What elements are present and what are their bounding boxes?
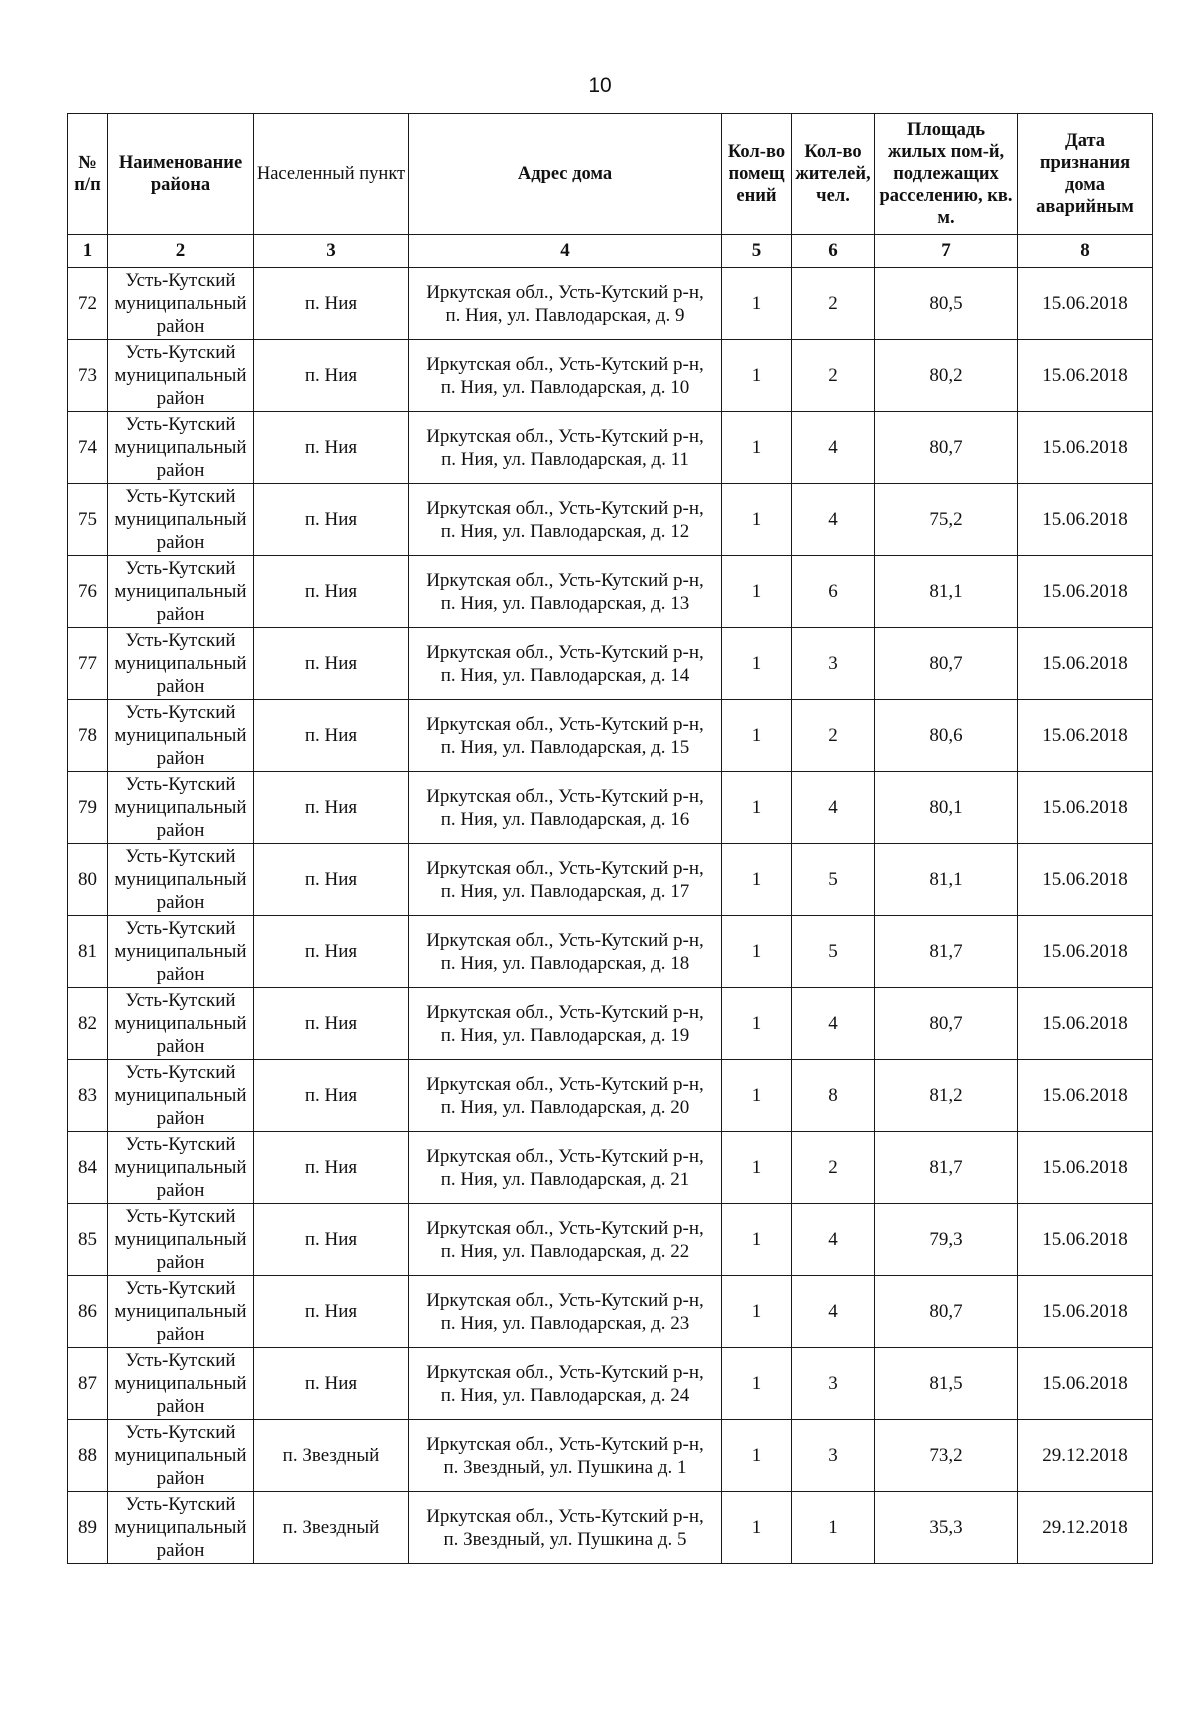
district-line: район	[156, 460, 205, 481]
cell-address	[409, 916, 722, 988]
address-line: Иркутская обл., Усть-Кутский р-н,	[426, 425, 704, 447]
cell-rooms: 1	[722, 1204, 792, 1276]
cell-address	[409, 484, 722, 556]
table-row	[68, 1420, 1153, 1492]
cell-residents: 4	[792, 1276, 875, 1348]
table-row	[68, 1204, 1153, 1276]
cell-rooms: 1	[722, 1348, 792, 1420]
cell-settlement: п. Ния	[254, 628, 409, 700]
cell-rooms: 1	[722, 484, 792, 556]
cell-date: 15.06.2018	[1018, 772, 1153, 844]
cell-area: 81,2	[875, 1060, 1018, 1132]
address-line: п. Ния, ул. Павлодарская, д. 24	[440, 1384, 690, 1406]
cell-district	[108, 1348, 254, 1420]
cell-address	[409, 1420, 722, 1492]
address-line: п. Звездный, ул. Пушкина д. 1	[443, 1456, 687, 1478]
district-line: Усть-Кутский	[125, 630, 236, 651]
cell-area: 80,7	[875, 988, 1018, 1060]
table-row	[68, 556, 1153, 628]
cell-area: 81,7	[875, 1132, 1018, 1204]
cell-area: 75,2	[875, 484, 1018, 556]
district-line: муниципальный	[114, 365, 247, 386]
cell-district	[108, 340, 254, 412]
cell-settlement: п. Ния	[254, 772, 409, 844]
table-row	[68, 772, 1153, 844]
cell-area: 80,1	[875, 772, 1018, 844]
district-line: район	[156, 820, 205, 841]
cell-index: 80	[68, 844, 108, 916]
cell-index: 76	[68, 556, 108, 628]
cell-residents: 2	[792, 1132, 875, 1204]
address-line: Иркутская обл., Усть-Кутский р-н,	[426, 1145, 704, 1167]
cell-residents: 2	[792, 268, 875, 340]
cell-residents: 4	[792, 988, 875, 1060]
cell-rooms: 1	[722, 1276, 792, 1348]
table-row	[68, 1276, 1153, 1348]
address-line: Иркутская обл., Усть-Кутский р-н,	[426, 857, 704, 879]
cell-index: 85	[68, 1204, 108, 1276]
cell-date: 15.06.2018	[1018, 988, 1153, 1060]
column-number-row	[68, 235, 1153, 268]
cell-index: 72	[68, 268, 108, 340]
cell-index: 74	[68, 412, 108, 484]
cell-index: 78	[68, 700, 108, 772]
district-line: район	[156, 964, 205, 985]
table-row	[68, 412, 1153, 484]
cell-residents: 4	[792, 484, 875, 556]
table-row	[68, 340, 1153, 412]
table-row	[68, 268, 1153, 340]
header-row	[68, 114, 1153, 235]
district-line: район	[156, 316, 205, 337]
district-line: район	[156, 1252, 205, 1273]
address-line: п. Ния, ул. Павлодарская, д. 22	[440, 1240, 690, 1262]
address-line: Иркутская обл., Усть-Кутский р-н,	[426, 641, 704, 663]
address-line: п. Ния, ул. Павлодарская, д. 14	[440, 664, 690, 686]
district-line: район	[156, 1468, 205, 1489]
cell-index: 87	[68, 1348, 108, 1420]
cell-rooms: 1	[722, 916, 792, 988]
table-row	[68, 1060, 1153, 1132]
cell-residents: 3	[792, 1420, 875, 1492]
cell-area: 81,5	[875, 1348, 1018, 1420]
cell-date: 29.12.2018	[1018, 1420, 1153, 1492]
address-line: Иркутская обл., Усть-Кутский р-н,	[426, 1289, 704, 1311]
header-address: Адрес дома	[409, 114, 722, 235]
address-line: Иркутская обл., Усть-Кутский р-н,	[426, 1217, 704, 1239]
address-line: п. Ния, ул. Павлодарская, д. 11	[441, 448, 689, 470]
cell-address	[409, 772, 722, 844]
cell-index: 77	[68, 628, 108, 700]
cell-district	[108, 1492, 254, 1564]
cell-area: 80,2	[875, 340, 1018, 412]
cell-district	[108, 844, 254, 916]
district-line: Усть-Кутский	[125, 486, 236, 507]
cell-index: 84	[68, 1132, 108, 1204]
cell-settlement: п. Ния	[254, 340, 409, 412]
cell-date: 15.06.2018	[1018, 916, 1153, 988]
cell-rooms: 1	[722, 1060, 792, 1132]
district-line: Усть-Кутский	[125, 1062, 236, 1083]
district-line: муниципальный	[114, 1373, 247, 1394]
cell-date: 15.06.2018	[1018, 556, 1153, 628]
table-row	[68, 1132, 1153, 1204]
district-line: район	[156, 676, 205, 697]
district-line: Усть-Кутский	[125, 1278, 236, 1299]
cell-address	[409, 412, 722, 484]
column-number: 8	[1018, 235, 1153, 268]
header-index: № п/п	[68, 114, 108, 235]
table-row	[68, 628, 1153, 700]
table-row	[68, 484, 1153, 556]
cell-settlement: п. Ния	[254, 1132, 409, 1204]
cell-area: 80,7	[875, 628, 1018, 700]
header-date: Дата признания дома аварийным	[1018, 114, 1153, 235]
cell-date: 15.06.2018	[1018, 1132, 1153, 1204]
district-line: район	[156, 1108, 205, 1129]
address-line: Иркутская обл., Усть-Кутский р-н,	[426, 1073, 704, 1095]
cell-district	[108, 556, 254, 628]
district-line: Усть-Кутский	[125, 1350, 236, 1371]
cell-residents: 5	[792, 916, 875, 988]
column-number: 3	[254, 235, 409, 268]
cell-index: 89	[68, 1492, 108, 1564]
district-line: Усть-Кутский	[125, 702, 236, 723]
cell-settlement: п. Ния	[254, 1276, 409, 1348]
district-line: муниципальный	[114, 1517, 247, 1538]
district-line: район	[156, 532, 205, 553]
district-line: Усть-Кутский	[125, 342, 236, 363]
address-line: п. Ния, ул. Павлодарская, д. 13	[440, 592, 690, 614]
district-line: муниципальный	[114, 797, 247, 818]
cell-date: 15.06.2018	[1018, 484, 1153, 556]
cell-date: 15.06.2018	[1018, 1276, 1153, 1348]
cell-area: 80,6	[875, 700, 1018, 772]
address-line: п. Ния, ул. Павлодарская, д. 17	[440, 880, 690, 902]
cell-date: 15.06.2018	[1018, 412, 1153, 484]
cell-rooms: 1	[722, 700, 792, 772]
column-number: 7	[875, 235, 1018, 268]
address-line: п. Ния, ул. Павлодарская, д. 19	[440, 1024, 690, 1046]
cell-address	[409, 1276, 722, 1348]
cell-residents: 3	[792, 628, 875, 700]
cell-residents: 4	[792, 772, 875, 844]
cell-residents: 4	[792, 412, 875, 484]
district-line: муниципальный	[114, 941, 247, 962]
cell-address	[409, 628, 722, 700]
cell-district	[108, 1132, 254, 1204]
table-body	[68, 268, 1153, 1564]
address-line: Иркутская обл., Усть-Кутский р-н,	[426, 1433, 704, 1455]
header-residents: Кол-во жителей, чел.	[792, 114, 875, 235]
address-line: п. Ния, ул. Павлодарская, д. 15	[440, 736, 690, 758]
address-line: п. Ния, ул. Павлодарская, д. 21	[440, 1168, 690, 1190]
cell-settlement: п. Ния	[254, 916, 409, 988]
cell-address	[409, 844, 722, 916]
emergency-housing-table	[67, 113, 1153, 1564]
address-line: Иркутская обл., Усть-Кутский р-н,	[426, 1001, 704, 1023]
address-line: п. Ния, ул. Павлодарская, д. 10	[440, 376, 690, 398]
cell-district	[108, 1060, 254, 1132]
district-line: Усть-Кутский	[125, 270, 236, 291]
cell-area: 81,7	[875, 916, 1018, 988]
address-line: п. Ния, ул. Павлодарская, д. 12	[440, 520, 690, 542]
cell-date: 15.06.2018	[1018, 268, 1153, 340]
cell-date: 15.06.2018	[1018, 1204, 1153, 1276]
cell-area: 73,2	[875, 1420, 1018, 1492]
cell-date: 15.06.2018	[1018, 1060, 1153, 1132]
address-line: п. Ния, ул. Павлодарская, д. 18	[440, 952, 690, 974]
district-line: муниципальный	[114, 725, 247, 746]
table-row	[68, 700, 1153, 772]
cell-index: 75	[68, 484, 108, 556]
cell-settlement: п. Ния	[254, 1204, 409, 1276]
district-line: муниципальный	[114, 1229, 247, 1250]
cell-address	[409, 556, 722, 628]
district-line: Усть-Кутский	[125, 990, 236, 1011]
cell-settlement: п. Ния	[254, 484, 409, 556]
header-settlement: Населенный пункт	[254, 114, 409, 235]
district-line: муниципальный	[114, 293, 247, 314]
cell-address	[409, 1132, 722, 1204]
cell-date: 29.12.2018	[1018, 1492, 1153, 1564]
cell-residents: 3	[792, 1348, 875, 1420]
cell-date: 15.06.2018	[1018, 628, 1153, 700]
cell-residents: 1	[792, 1492, 875, 1564]
cell-index: 79	[68, 772, 108, 844]
district-line: Усть-Кутский	[125, 1134, 236, 1155]
cell-residents: 2	[792, 700, 875, 772]
address-line: п. Ния, ул. Павлодарская, д. 9	[445, 304, 685, 326]
cell-rooms: 1	[722, 268, 792, 340]
header-district: Наименование района	[108, 114, 254, 235]
district-line: район	[156, 1324, 205, 1345]
district-line: район	[156, 1036, 205, 1057]
address-line: Иркутская обл., Усть-Кутский р-н,	[426, 1361, 704, 1383]
column-number: 1	[68, 235, 108, 268]
cell-address	[409, 268, 722, 340]
district-line: Усть-Кутский	[125, 558, 236, 579]
cell-residents: 8	[792, 1060, 875, 1132]
district-line: район	[156, 1180, 205, 1201]
district-line: муниципальный	[114, 581, 247, 602]
cell-residents: 5	[792, 844, 875, 916]
column-number: 4	[409, 235, 722, 268]
cell-settlement: п. Звездный	[254, 1492, 409, 1564]
cell-area: 79,3	[875, 1204, 1018, 1276]
column-number: 6	[792, 235, 875, 268]
cell-settlement: п. Ния	[254, 988, 409, 1060]
cell-settlement: п. Ния	[254, 844, 409, 916]
district-line: Усть-Кутский	[125, 1206, 236, 1227]
cell-rooms: 1	[722, 1492, 792, 1564]
cell-rooms: 1	[722, 412, 792, 484]
district-line: район	[156, 892, 205, 913]
cell-residents: 6	[792, 556, 875, 628]
district-line: муниципальный	[114, 1157, 247, 1178]
cell-rooms: 1	[722, 1420, 792, 1492]
address-line: Иркутская обл., Усть-Кутский р-н,	[426, 929, 704, 951]
cell-address	[409, 1348, 722, 1420]
table-row	[68, 1492, 1153, 1564]
district-line: Усть-Кутский	[125, 918, 236, 939]
cell-district	[108, 916, 254, 988]
district-line: муниципальный	[114, 437, 247, 458]
column-number: 2	[108, 235, 254, 268]
cell-index: 88	[68, 1420, 108, 1492]
table-row	[68, 988, 1153, 1060]
cell-settlement: п. Ния	[254, 700, 409, 772]
cell-date: 15.06.2018	[1018, 340, 1153, 412]
address-line: Иркутская обл., Усть-Кутский р-н,	[426, 1505, 704, 1527]
address-line: п. Звездный, ул. Пушкина д. 5	[443, 1528, 687, 1550]
cell-settlement: п. Ния	[254, 1060, 409, 1132]
cell-residents: 2	[792, 340, 875, 412]
cell-index: 83	[68, 1060, 108, 1132]
district-line: район	[156, 1396, 205, 1417]
address-line: п. Ния, ул. Павлодарская, д. 16	[440, 808, 690, 830]
cell-settlement: п. Ния	[254, 412, 409, 484]
header-rooms: Кол-во помещ ений	[722, 114, 792, 235]
cell-date: 15.06.2018	[1018, 1348, 1153, 1420]
district-line: район	[156, 388, 205, 409]
cell-rooms: 1	[722, 556, 792, 628]
cell-district	[108, 628, 254, 700]
cell-area: 81,1	[875, 556, 1018, 628]
address-line: Иркутская обл., Усть-Кутский р-н,	[426, 281, 704, 303]
address-line: п. Ния, ул. Павлодарская, д. 23	[440, 1312, 690, 1334]
district-line: район	[156, 748, 205, 769]
cell-district	[108, 1420, 254, 1492]
cell-address	[409, 1492, 722, 1564]
address-line: Иркутская обл., Усть-Кутский р-н,	[426, 785, 704, 807]
cell-index: 81	[68, 916, 108, 988]
address-line: Иркутская обл., Усть-Кутский р-н,	[426, 569, 704, 591]
district-line: Усть-Кутский	[125, 846, 236, 867]
district-line: муниципальный	[114, 869, 247, 890]
cell-address	[409, 1204, 722, 1276]
cell-rooms: 1	[722, 340, 792, 412]
cell-area: 81,1	[875, 844, 1018, 916]
cell-district	[108, 700, 254, 772]
cell-rooms: 1	[722, 1132, 792, 1204]
district-line: Усть-Кутский	[125, 414, 236, 435]
cell-area: 80,7	[875, 412, 1018, 484]
header-area: Площадь жилых пом-й, подлежащих расселению, кв. м.	[875, 114, 1018, 235]
district-line: Усть-Кутский	[125, 1422, 236, 1443]
cell-district	[108, 1276, 254, 1348]
cell-residents: 4	[792, 1204, 875, 1276]
address-line: п. Ния, ул. Павлодарская, д. 20	[440, 1096, 690, 1118]
address-line: Иркутская обл., Усть-Кутский р-н,	[426, 353, 704, 375]
cell-address	[409, 988, 722, 1060]
cell-district	[108, 484, 254, 556]
cell-address	[409, 1060, 722, 1132]
district-line: Усть-Кутский	[125, 1494, 236, 1515]
district-line: муниципальный	[114, 653, 247, 674]
cell-rooms: 1	[722, 772, 792, 844]
cell-area: 35,3	[875, 1492, 1018, 1564]
cell-settlement: п. Звездный	[254, 1420, 409, 1492]
cell-index: 82	[68, 988, 108, 1060]
address-line: Иркутская обл., Усть-Кутский р-н,	[426, 497, 704, 519]
cell-district	[108, 988, 254, 1060]
district-line: район	[156, 1540, 205, 1561]
district-line: муниципальный	[114, 1085, 247, 1106]
table-row	[68, 844, 1153, 916]
district-line: муниципальный	[114, 509, 247, 530]
cell-date: 15.06.2018	[1018, 844, 1153, 916]
cell-address	[409, 340, 722, 412]
cell-district	[108, 1204, 254, 1276]
cell-settlement: п. Ния	[254, 1348, 409, 1420]
cell-district	[108, 772, 254, 844]
cell-district	[108, 268, 254, 340]
district-line: район	[156, 604, 205, 625]
cell-area: 80,5	[875, 268, 1018, 340]
district-line: муниципальный	[114, 1301, 247, 1322]
table-row	[68, 1348, 1153, 1420]
cell-rooms: 1	[722, 628, 792, 700]
cell-settlement: п. Ния	[254, 556, 409, 628]
cell-settlement: п. Ния	[254, 268, 409, 340]
district-line: Усть-Кутский	[125, 774, 236, 795]
column-number: 5	[722, 235, 792, 268]
cell-area: 80,7	[875, 1276, 1018, 1348]
cell-index: 86	[68, 1276, 108, 1348]
district-line: муниципальный	[114, 1013, 247, 1034]
cell-index: 73	[68, 340, 108, 412]
cell-rooms: 1	[722, 844, 792, 916]
table-row	[68, 916, 1153, 988]
cell-date: 15.06.2018	[1018, 700, 1153, 772]
page-number: 10	[588, 74, 612, 97]
cell-district	[108, 412, 254, 484]
cell-address	[409, 700, 722, 772]
district-line: муниципальный	[114, 1445, 247, 1466]
address-line: Иркутская обл., Усть-Кутский р-н,	[426, 713, 704, 735]
cell-rooms: 1	[722, 988, 792, 1060]
